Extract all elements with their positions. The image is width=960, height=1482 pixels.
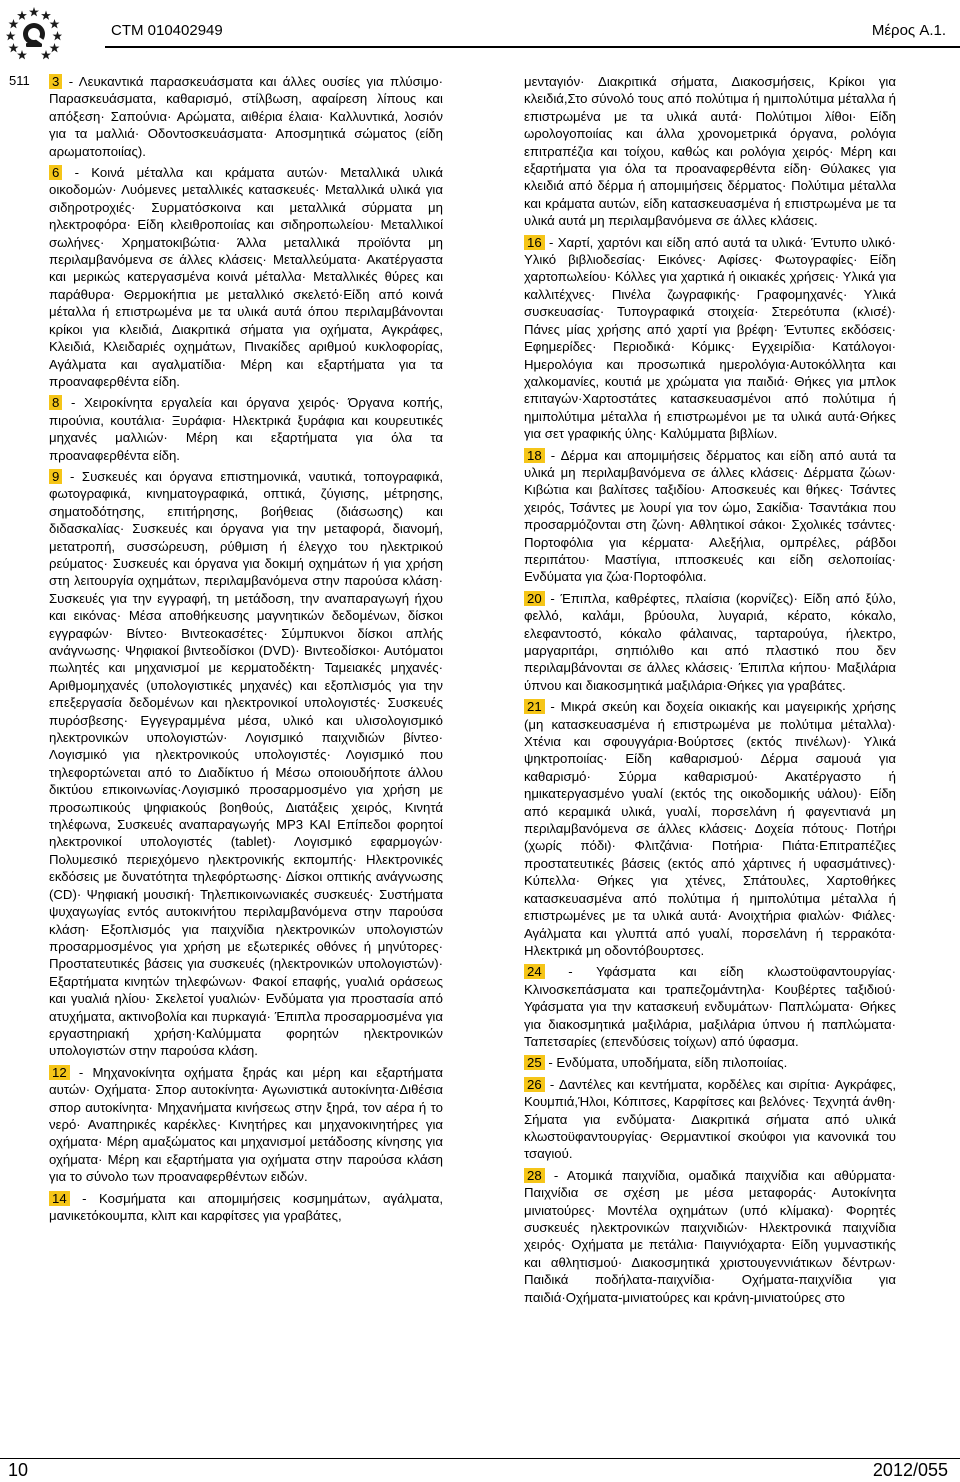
part-label: Μέρος A.1. <box>871 22 946 39</box>
goods-class-paragraph <box>49 164 443 390</box>
page-number: 10 <box>8 1460 29 1480</box>
goods-description: - Ατομικά παιχνίδια, ομαδικά παιχνίδια και αθύρματα· Παιχνίδια σε σχέση με μέσα μεταφοράς· Αυτοκίνητα μινιατούρες· Μοντέλα οχημάτων (υπό κλίμακα)· Φορητές συσκευές ηλεκτρονικών παιχνιδιών· Ηλεκτρονικά παιχνίδια χειρός· Οχήματα με πετάλια· Παιγνιόχαρτα· Είδη γυμναστικής και αθλητισμού· Διακοσμητικά χριστουγεννιάτικων δέντρων· Παιδικά ποδήλατα-παιχνίδια· Οχήματα-παιχνίδια για παιδιά·Οχήματα-μινιατούρες και κράνη-μινιατούρες στο <box>524 1167 896 1305</box>
class-number-badge: 25 <box>524 1055 545 1070</box>
class-number-badge: 14 <box>49 1191 70 1206</box>
class-number-badge: 9 <box>49 469 62 484</box>
goods-description: - Λευκαντικά παρασκευάσματα και άλλες ουσίες για πλύσιμο· Παρασκευάσματα, καθαρισμό, στίλβωση, αφαίρεση λίπους και απόξεση· Σαπούνια· Αρώματα, αιθέρια έλαια· Καλλυντικά, λοσιόν για τα μαλλιά· Οδοντοσκευάσματα· Αποσμητικά σώματος (είδη αρωματοποιίας). <box>49 74 443 159</box>
goods-class-paragraph <box>524 963 896 1050</box>
class-number-badge: 8 <box>49 395 62 410</box>
entry-number: 511 <box>9 73 30 88</box>
left-column <box>49 73 443 1228</box>
goods-class-paragraph <box>524 1054 896 1071</box>
trademark-number: CTM 010402949 <box>111 22 223 39</box>
goods-description: - Χειροκίνητα εργαλεία και όργανα χειρός· Όργανα κοπής, πιρούνια, κουτάλια· Ξυράφια· Ηλεκτρικά ξυράφια και κουρευτικές μηχανές μαλλιών· Μέρη και εξαρτήματα για όλα τα προαναφερθέντα είδη. <box>49 395 443 463</box>
goods-description: - Έπιπλα, καθρέφτες, πλαίσια (κορνίζες)· Είδη από ξύλο, φελλό, καλάμι, βρύουλα, λυγαριά, κέρατο, κόκαλο, ελεφαντοστό, κόκαλο φάλαινας, ταρταρούγα, ήλεκτρο, μαργαριτάρι, σηπιόλιθο και από πλαστικό που δεν περιλαμβάνονται σε άλλες κλάσεις· Έπιπλα κήπου· Μαξιλάρια ύπνου και διακοσμητικά μαξιλάρια·Θήκες για γραβάτες. <box>524 590 896 693</box>
goods-description: - Ενδύματα, υποδήματα, είδη πιλοποιίας. <box>544 1055 788 1071</box>
goods-description: - Συσκευές και όργανα επιστημονικά, ναυτικά, τοπογραφικά, φωτογραφικά, κινηματογραφικά, οπτικά, ζύγισης, μέτρησης, σηματοδότησης, επιτήρησης, βοήθειας (διάσωσης) και διδασκαλίας· Συσκευές και όργανα για την μεταφορά, διανομή, μετατροπή, συσσώρευση, ρύθμιση ή έλεγχο του ηλεκτρικού ρεύματος· Συσκευές και όργανα για δοκιμή οχημάτων ή για χρήση στη λειτουργία οχημάτων, περιλαμβανόμενα στην παρούσα κλάση· Συσκευές για την εγγραφή, τη μετάδοση, την αναπαραγωγή ήχου και εικόνας· Μέσα αποθήκευσης μαγνητικών δεδομένων, δίσκοι εγγραφών· Βίντεο· Βιντεοκασέτες· Σύμπυκνοι δίσκοι απλής ανάγνωσης· Ψηφιακοί βιντεοδίσκοι (DVD)· Βιντεοδίσκοι· Αυτόματοι πωλητές και μηχανισμοί με κερματοδέκτη· Ταμειακές μηχανές· Αριθμομηχανές (υπολογιστικές μηχανές) και εξοπλισμός για την επεξεργασία δεδομένων και ηλεκτρονικοί υπολογιστές· Συσκευές πυρόσβεσης· Εγγεγραμμένα μέσα, υλικό και υλισολογισμικό ηλεκτρονικών υπολογιστών· Λογισμικό παιχνιδιών βίντεο· Λογισμικό για ηλεκτρονικούς υπολογιστές· Λογισμικό που τηλεφορτώνεται από το Διαδίκτυο ή Μέσω οποιουδήποτε άλλου δικτύου επικοινωνίας·Λογισμικό προσαρμοσμένο για χρήση με προσωπικούς ψηφιακούς βοηθούς, Διατάξεις χειρός, Κινητά τηλέφωνα, Συσκευές αναπαραγωγής MP3 ΚΑΙ Επίπεδοι φορητοί ηλεκτρονικοί υπολογιστές (tablet)· Λογισμικό εφαρμογών· Πολυμεσικό περιεχόμενο ηλεκτρονικής εκπομπής· Ηλεκτρονικές εκδόσεις με δυνατότητα τηλεφόρτωσης· Δίσκοι οπτικής ανάγνωσης (CD)· Ψηφιακή μουσική· Τηλεπικοινωνιακές συσκευές· Συστήματα ψυχαγωγίας εντός αυτοκινήτου περιλαμβανόμενα στην παρούσα κλάση· Εξοπλισμός για παιχνίδια ηλεκτρονικών υπολογιστών προσαρμοσμένος για χρήση με εξωτερικές οθόνες ή μηνύτορες· Προστατευτικές βάσεις για συσκευές (ηλεκτρονικών υπολογιστών)· Εξαρτήματα κινητών τηλεφώνων· Φακοί επαφής, γυαλιά οράσεως και γυαλιά ηλίου· Σκελετοί γυαλιών· Ενδύματα για προστασία από ατυχήματα, ακτινοβολία και πυρκαγιά· Έπιπλα προσαρμοσμένα για εργαστηριακή χρήση·Καλύμματα φορητών ηλεκτρονικών υπολογιστών στην παρούσα κλάση. <box>49 468 443 1059</box>
class-number-badge: 21 <box>524 699 545 714</box>
goods-class-paragraph <box>49 1190 443 1225</box>
goods-description: - Υφάσματα και είδη κλωστοϋφαντουργίας· Κλινοσκεπάσματα και τραπεζομάντηλα· Κουβέρτες ταξιδιού· Υφάσματα για την κατασκευή ενδυμάτων· Παπλώματα· Θήκες για διακοσμητικά μαξιλάρια, μαξιλάρια ύπνου ή παπλώματα· Ταπετσαρίες (επενδύσεις τοίχων) από ύφασμα. <box>524 964 896 1049</box>
header-divider <box>105 46 960 48</box>
class-number-badge: 24 <box>524 964 545 979</box>
goods-description: - Δέρμα και απομιμήσεις δέρματος και είδη από αυτά τα υλικά μη περιλαμβανόμενα σε άλλες κλάσεις· Δέρματα ζώων· Κιβώτια και βαλίτσες ταξιδίου· Αποσκευές και θήκες· Τσάντες χειρός, Τσάντες με λουρί για τον ώμο, Σακίδια· Τσαντάκια που προσαρμόζονται στη ζώνη· Αθλητικοί σάκοι· Σχολικές τσάντες· Πορτοφόλια για κέρματα· Αλεξήλια, ομπρέλες, ράβδοι περιπάτου· Μαστίγια, ιπποσκευές και είδη σελοποιίας· Ενδύματα για ζώα·Πορτοφόλια. <box>524 447 896 585</box>
goods-class-paragraph <box>524 698 896 959</box>
class-number-badge: 12 <box>49 1065 70 1080</box>
page-header <box>0 0 960 62</box>
right-column <box>524 73 896 1310</box>
class-number-badge: 3 <box>49 74 62 89</box>
goods-description: μενταγιόν· Διακριτικά σήματα, Διακοσμήσεις, Κρίκοι για κλειδιά,Στο σύνολό τους από πολύτιμα ή ημιπολύτιμα μέταλλα ή επιστρωμένα με τα υλικά αυτά· Πολύτιμοι λίθοι· Είδη ωρολογοποιίας και άλλα χρονομετρικά όργανα, ρολόγια επιτραπέζια και τοίχου, καθώς και ρολόγια χειρός· Μέρη και εξαρτήματα για όλα τα προαναφερθέντα είδη· Θύλακες για κλειδιά από δέρμα ή απομιμήσεις δέρματος· Πολύτιμα μέταλλα και κράματα αυτών, είδη κατασκευασμένα ή επιστρωμένα με τα υλικά αυτά μη περιλαμβανόμενα σε άλλες κλάσεις. <box>524 74 896 229</box>
goods-class-paragraph <box>524 447 896 586</box>
eu-stars-logo-icon <box>6 4 62 60</box>
goods-class-paragraph <box>524 590 896 694</box>
class-number-badge: 20 <box>524 591 545 606</box>
goods-description: - Μικρά σκεύη και δοχεία οικιακής και μαγειρικής χρήσης (μη κατασκευασμένα ή επιστρωμένα με πολύτιμα μέταλλα)· Χτένια και σφουγγάρια·Βούρτσες (εκτός πινέλων)· Υλικά ψηκτροποιίας· Είδη καθαρισμού· Δέρμα σαμουά για καθαρισμό· Σύρμα καθαρισμού· Ακατέργαστο ή ημικατεργασμένο γυαλί (εκτός της οικοδομικής υάλου)· Είδη από κεραμικά υλικά, γυαλί, πορσελάνη ή φαγεντιανά μη περιλαμβανόμενα σε άλλες κλάσεις· Δοχεία πότους· Ποτήρι (χωρίς πόδι)· Φλιτζάνια· Ποτήρια· Πιάτα·Επιτραπέζιες προστατευτικές βάσεις (εκτός από χάρτινες ή υφασμάτινες)· Κύπελλα· Θήκες για χτένες, Σπάτουλες, Χαρτοθήκες κατασκευασμένα από πολύτιμα ή ημιπολύτιμα μέταλλα ή επιστρωμένες με τα υλικά αυτά· Ανοιχτήρια φιαλών· Φιάλες· Αγάλματα και γλυπτά από γυαλί, πορσελάνη ή τερρακότα· Ηλεκτρικά μη οδοντόβουρτσες. <box>524 699 896 958</box>
goods-description: - Χαρτί, χαρτόνι και είδη από αυτά τα υλικά· Έντυπο υλικό· Υλικό βιβλιοδεσίας· Εικόνες· Αφίσες· Φωτογραφίες· Είδη χαρτοπωλείου· Κόλλες για χαρτικά ή οικιακές χρήσεις· Υλικά για καλλιτέχνες· Πινέλα ζωγραφικής· Γραφομηχανές· Υλικά συσκευασίας· Τυπογραφικά στοιχεία· Στερεότυπα (κλισέ)· Πάνες μίας χρήσης από χαρτί για βρέφη· Έντυπες εκδόσεις· Εφημερίδες· Περιοδικά· Κόμικς· Εγχειρίδια· Κατάλογοι· Ημερολόγια και προσωπικά ημερολόγια·Αυτοκόλλητα και χαλκομανίες, κουτιά με χρώματα για παιδιά· Θήκες για μπλοκ επιταγών·Χαρτοστάτες κατασκευασμένοι από πολύτιμα ή ημιπολύτιμα μέταλλα ή επιστρωμένοι με τα υλικά αυτά·Θήκες για σετ γραφικής ύλης· Καλύμματα βιβλίων. <box>524 234 896 442</box>
goods-description: - Μηχανοκίνητα οχήματα ξηράς και μέρη και εξαρτήματα αυτών· Οχήματα· Σπορ αυτοκίνητα· Αγωνιστικά αυτοκίνητα·Διθέσια σπορ αυτοκίνητα· Μηχανήματα κινήσεως στην ξηρά, τον αέρα ή το νερό· Αναπηρικές καρέκλες· Κινητήρες και μηχανοκινητήρες για οχήματα· Μέρη αμαξώματος και μηχανισμοί μετάδοσης κίνησης για οχήματα· Μέρη και εξαρτήματα για οχήματα στην παρούσα κλάση για το σύνολο των προαναφερθέντων ειδών. <box>49 1064 443 1185</box>
goods-class-paragraph <box>524 73 896 230</box>
goods-class-paragraph <box>524 1076 896 1163</box>
class-number-badge: 16 <box>524 235 545 250</box>
issue-number: 2012/055 <box>872 1460 948 1480</box>
goods-class-paragraph <box>49 73 443 160</box>
goods-class-paragraph <box>49 394 443 464</box>
goods-description: - Κοινά μέταλλα και κράματα αυτών· Μεταλλικά υλικά οικοδομών· Λυόμενες μεταλλικές κατασκευές· Μεταλλικά υλικά για σιδηροτροχιές· Συρματόσκοινα και μεταλλικά σύρματα μη ηλεκτροφόρα· Είδη κλειθροποιίας και σιδηροπωλείου· Μεταλλικοί σωλήνες· Χρηματοκιβώτια· Άλλα μεταλλικά προϊόντα μη περιλαμβανόμενα σε άλλες κλάσεις· Μεταλλεύματα· Ακατέργαστα και μερικώς κατεργασμένα κοινά μέταλλα· Μεταλλικές θύρες και παράθυρα· Θερμοκήπια με μεταλλικό σκελετό·Είδη από κοινά μέταλλα ή επιστρωμένα με τα υλικά αυτά όπου περιλαμβάνονται κρίκοι για κλειδιά, Διακριτικά σήματα για οχήματα, Αγκράφες, Κλειδιά, Κλειδαριές οχημάτων, Πινακίδες αριθμού κυκλοφορίας, Αγάλματα και αγαλματίδια· Μέρη και εξαρτήματα για τα προαναφερθέντα είδη. <box>49 165 443 389</box>
goods-class-paragraph <box>524 1167 896 1306</box>
class-number-badge: 6 <box>49 165 62 180</box>
class-number-badge: 18 <box>524 448 545 463</box>
footer-divider <box>0 1458 960 1459</box>
class-number-badge: 28 <box>524 1168 545 1183</box>
goods-description: - Δαντέλες και κεντήματα, κορδέλες και σιρίτια· Αγκράφες, Κουμπιά,Ήλοι, Κόπιτσες, Καρφίτσες και βελόνες· Τεχνητά άνθη· Σήματα για ενδύματα· Διακριτικά σήματα από υλικά κλωστοϋφαντουργίας· Θερμαντικοί σκούφοι για κανονικά του τσαγιού. <box>524 1076 896 1162</box>
goods-description: - Κοσμήματα και απομιμήσεις κοσμημάτων, αγάλματα, μανικετόκουμπα, κλιπ και καρφίτσες για γραβάτες, <box>49 1190 443 1223</box>
goods-class-paragraph <box>49 468 443 1060</box>
class-number-badge: 26 <box>524 1077 545 1092</box>
goods-class-paragraph <box>524 234 896 443</box>
goods-class-paragraph <box>49 1064 443 1186</box>
